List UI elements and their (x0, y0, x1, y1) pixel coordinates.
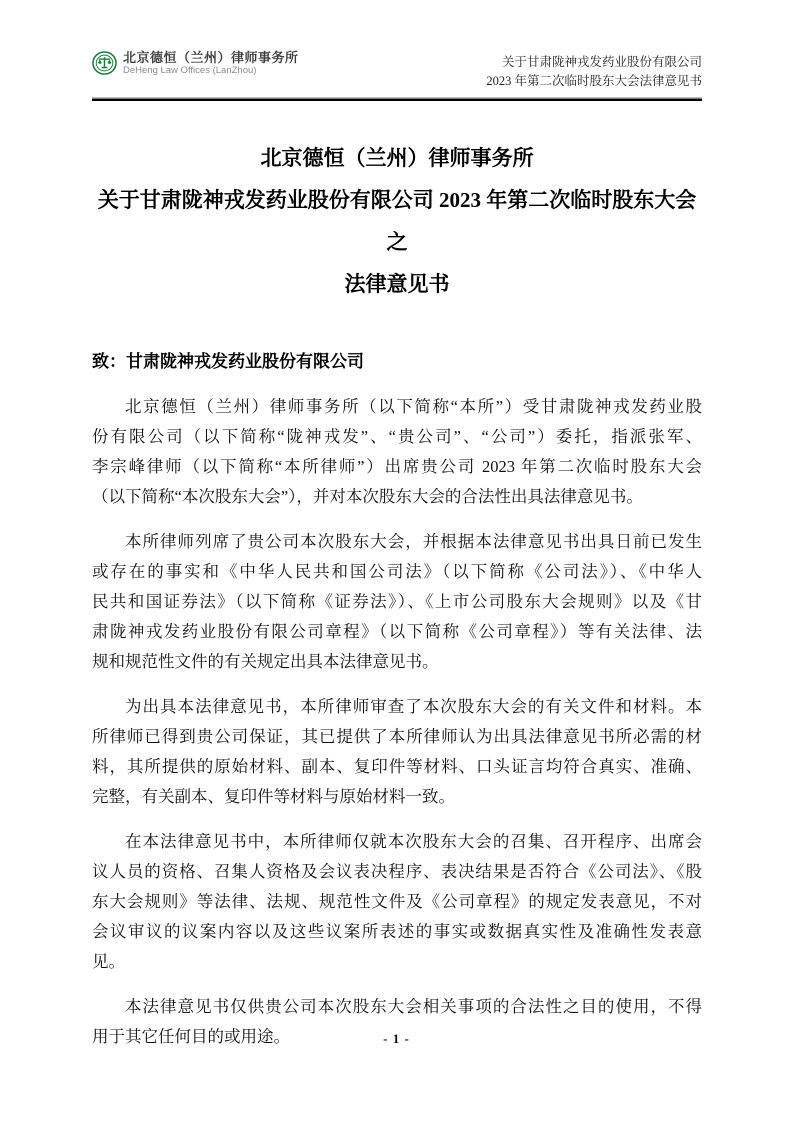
document-reference (486, 53, 702, 91)
paragraph (92, 527, 702, 677)
paragraph-line: 会议审议的议案内容以及这些议案所表述的事实或数据真实性及准确性发表意 (92, 922, 702, 941)
paragraph-line: 为出具本法律意见书，本所律师审查了本次股东大会的有关文件和材料。本 (125, 697, 702, 716)
paragraph (92, 392, 702, 512)
paragraph-line: 肃陇神戎发药业股份有限公司章程》（以下简称《公司章程》）等有关法律、法 (92, 622, 702, 641)
doc-ref-line2: 2023 年第二次临时股东大会法律意见书 (486, 74, 702, 88)
paragraph-line: 用于其它任何目的或用途。 (92, 1027, 290, 1046)
page-number: - 1 - (383, 1031, 410, 1046)
document-title (92, 137, 702, 305)
paragraph-line: 本法律意见书仅供贵公司本次股东大会相关事项的合法性之目的使用，不得 (125, 997, 702, 1016)
law-firm-names (123, 50, 299, 77)
body-paragraphs (92, 392, 702, 1052)
paragraph-line: 在本法律意见书中，本所律师仅就本次股东大会的召集、召开程序、出席会 (125, 832, 702, 851)
paragraph-line: 本所律师列席了贵公司本次股东大会，并根据本法律意见书出具日前已发生 (125, 532, 702, 551)
paragraph (92, 692, 702, 812)
paragraph-line: 议人员的资格、召集人资格及会议表决程序、表决结果是否符合《公司法》、《股 (92, 862, 702, 881)
paragraph-line: 民共和国证券法》（以下简称《证券法》）、《上市公司股东大会规则》以及《甘 (92, 592, 702, 611)
law-firm-brand (92, 50, 299, 77)
title-line-2: 关于甘肃陇神戎发药业股份有限公司 2023 年第二次临时股东大会之 (97, 188, 697, 254)
firm-name-en: DeHeng Law Offices (LanZhou) (123, 65, 257, 76)
doc-ref-line1: 关于甘肃陇神戎发药业股份有限公司 (501, 55, 702, 69)
paragraph-line: （以下简称“本次股东大会”），并对本次股东大会的合法性出具法律意见书。 (92, 487, 643, 506)
paragraph-line: 完整，有关副本、复印件等材料与原始材料一致。 (92, 787, 455, 806)
paragraph-line: 李宗峰律师（以下简称“本所律师”）出席贵公司 2023 年第二次临时股东大会 (92, 457, 702, 476)
paragraph-line: 或存在的事实和《中华人民共和国公司法》（以下简称《公司法》）、《中华人 (92, 562, 702, 581)
header-divider (92, 97, 702, 101)
paragraph-line: 份有限公司（以下简称“陇神戎发”、“贵公司”、“公司”）委托，指派张军、 (92, 427, 702, 446)
page-header (92, 0, 702, 91)
deheng-logo-icon (92, 51, 117, 75)
paragraph-line: 规和规范性文件的有关规定出具本法律意见书。 (92, 652, 439, 671)
paragraph-line: 所律师已得到贵公司保证，其已提供了本所律师认为出具法律意见书所必需的材 (92, 727, 702, 746)
paragraph (92, 827, 702, 977)
title-line-1: 北京德恒（兰州）律师事务所 (260, 146, 534, 170)
paragraph-line: 料，其所提供的原始材料、副本、复印件等材料、口头证言均符合真实、准确、 (92, 757, 702, 776)
firm-name-cn: 北京德恒（兰州）律师事务所 (123, 50, 299, 65)
paragraph-line: 北京德恒（兰州）律师事务所（以下简称“本所”）受甘肃陇神戎发药业股 (125, 397, 702, 416)
paragraph-line: 见。 (92, 952, 125, 971)
salutation: 致：甘肃陇神戎发药业股份有限公司 (92, 352, 364, 371)
title-line-3: 法律意见书 (344, 272, 450, 296)
paragraph-line: 东大会规则》等法律、法规、规范性文件及《公司章程》的规定发表意见，不对 (92, 892, 702, 911)
